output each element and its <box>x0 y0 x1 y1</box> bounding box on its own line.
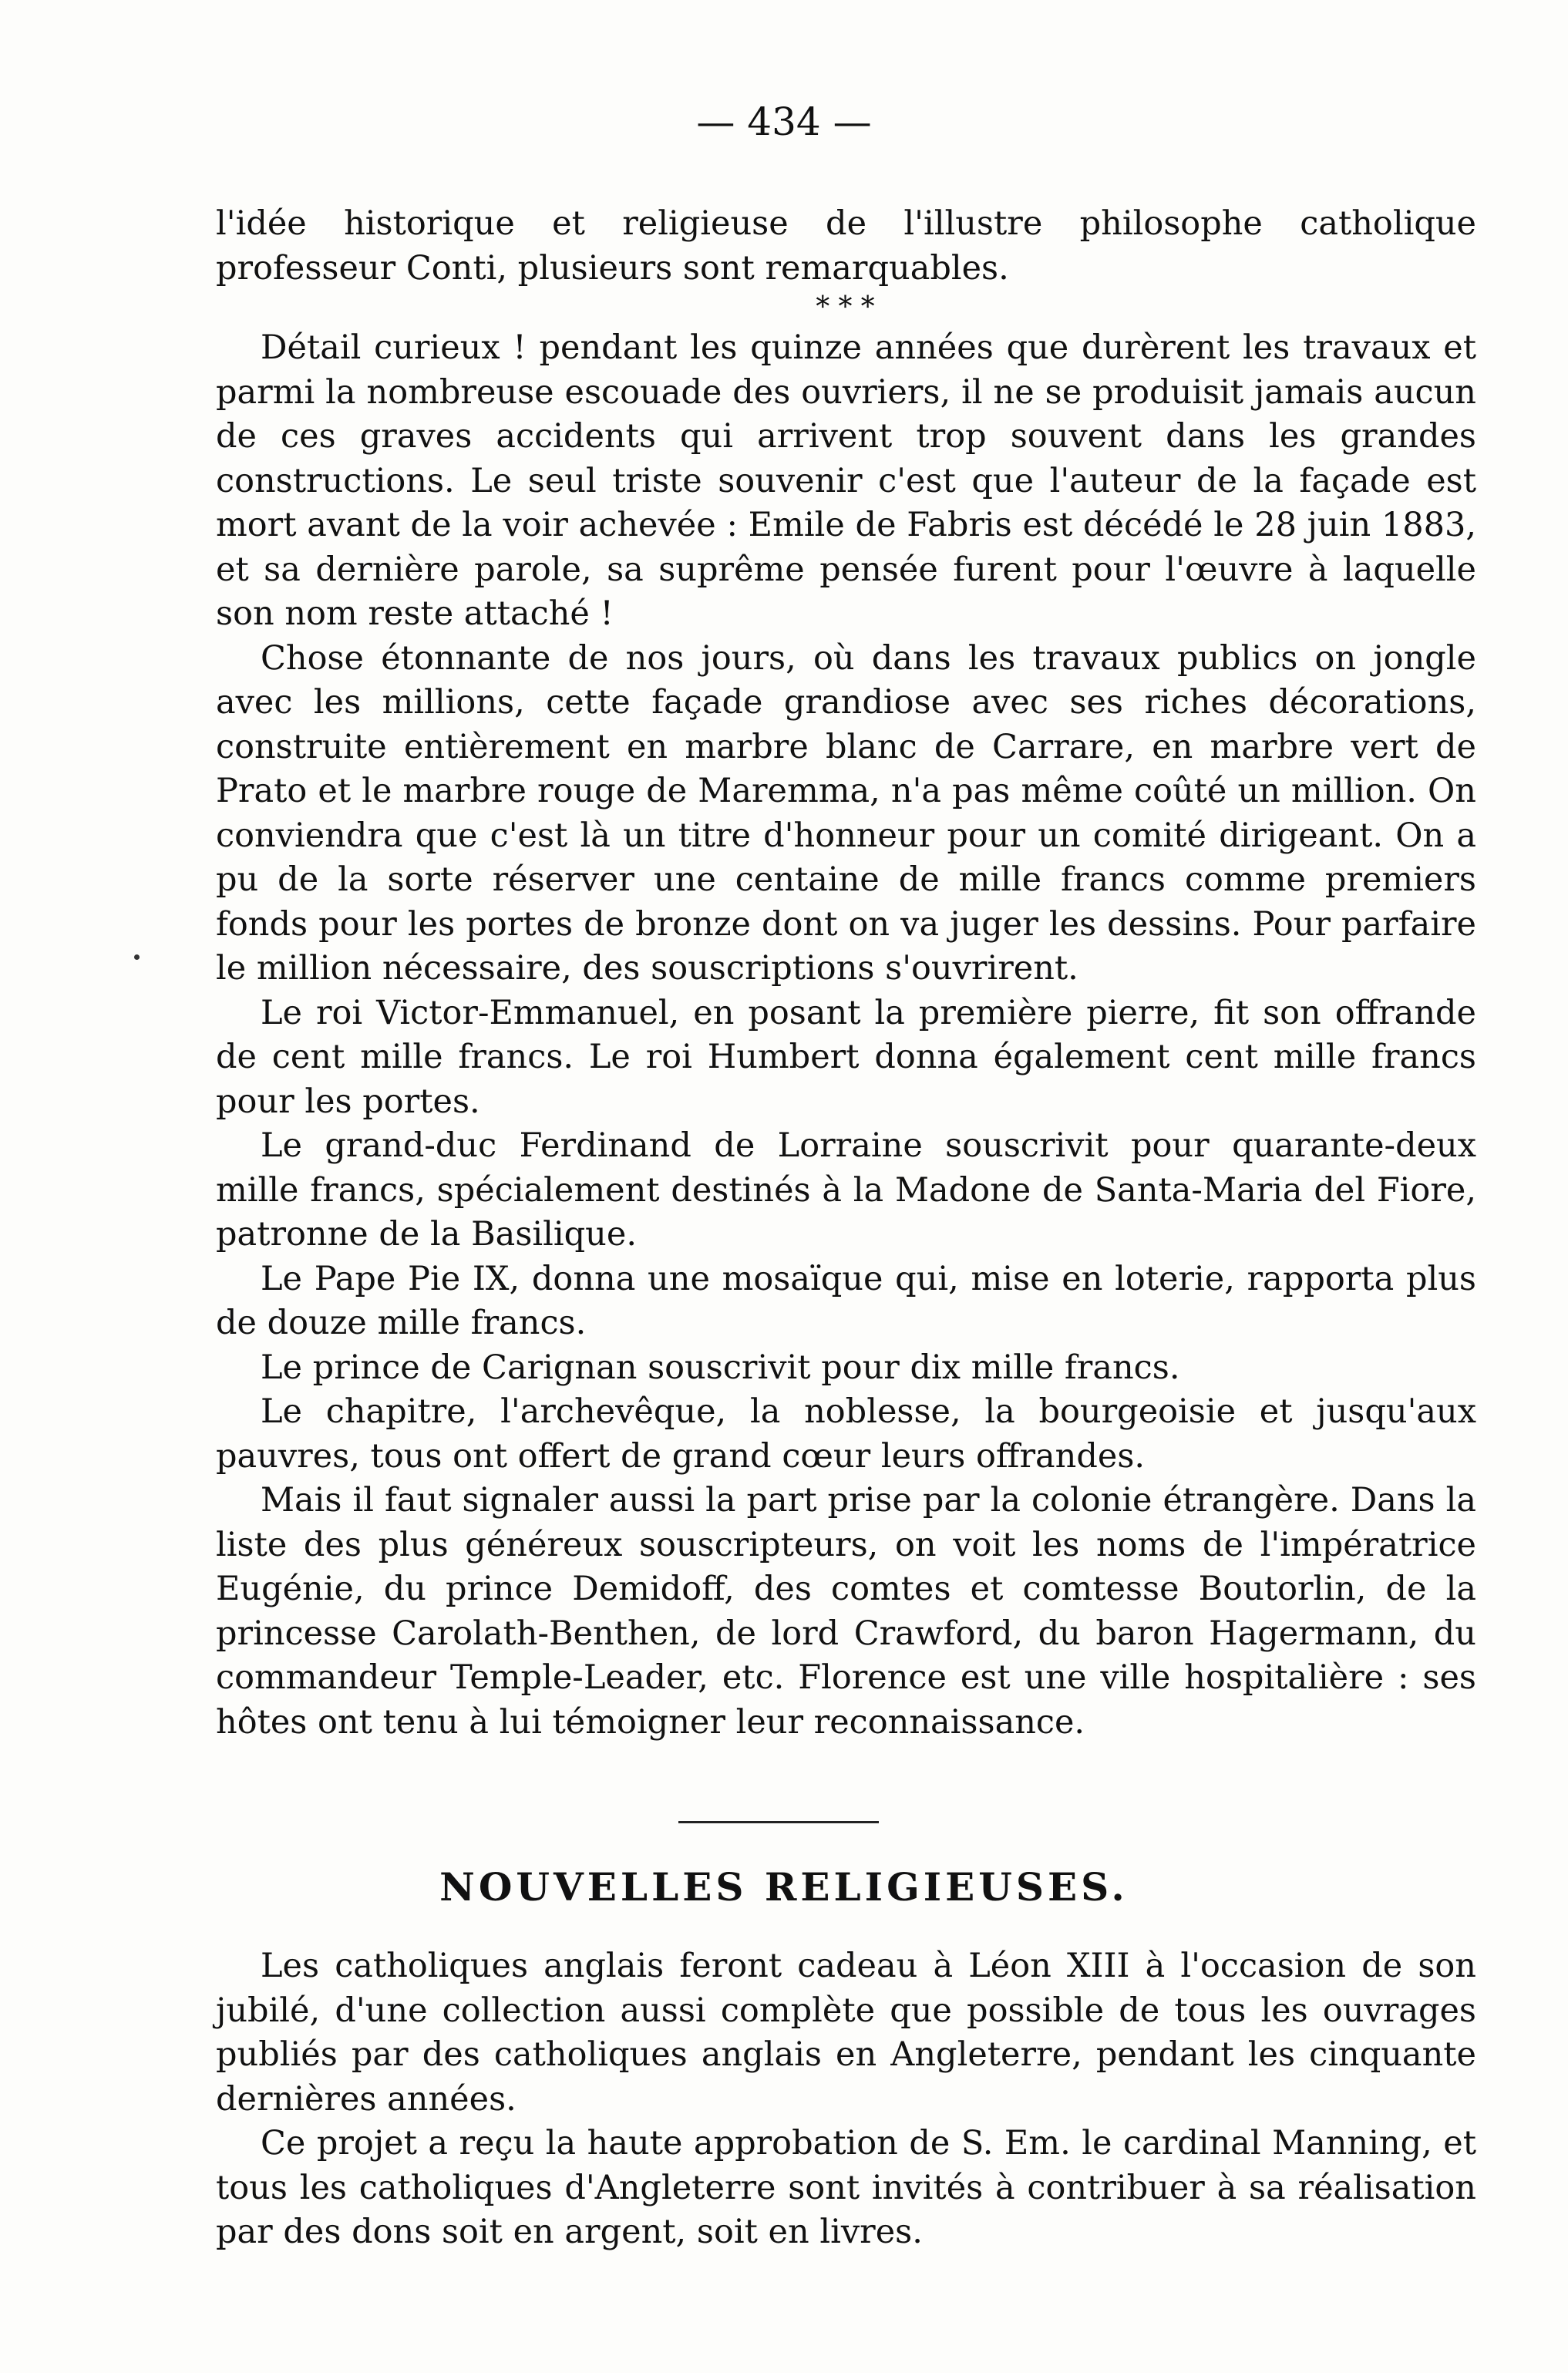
paragraph-prince-carignan: Le prince de Carignan souscrivit pour dix mille francs. <box>261 1348 1180 1387</box>
paragraph-grand-duc: Le grand-duc Ferdinand de Lorraine souscrivit pour quarante-deux mille francs, spécialement destinés à la Madone de Santa-Maria del Fiore, patronne de la Basilique. <box>216 1126 1476 1254</box>
section-heading: NOUVELLES RELIGIEUSES. <box>439 1864 1129 1910</box>
continuation-paragraph: l'idée historique et religieuse de l'illustre philosophe catholique professeur Conti, plusieurs sont remarquables. <box>216 204 1476 288</box>
asterism-separator: * * * <box>816 291 877 323</box>
paragraph-pape-pie: Le Pape Pie IX, donna une mosaïque qui, mise en loterie, rapporta plus de douze mille francs. <box>216 1259 1476 1342</box>
paragraph-victor-emmanuel: Le roi Victor-Emmanuel, en posant la première pierre, fit son offrande de cent mille francs. Le roi Humbert donna également cent mille francs pour les portes. <box>216 993 1476 1121</box>
section-text <box>216 1944 1476 2255</box>
paragraph-chose-etonnante: Chose étonnante de nos jours, où dans les travaux publics on jongle avec les millions, cette façade grandiose avec ses riches décorations, construite entièrement en marbre blanc de Carrare, en marbre vert de Prato et le marbre rouge de Maremma, n'a pas même coûté un million. On conviendra que c'est là un titre d'honneur pour un comité dirigeant. On a pu de la sorte réserver une centaine de mille francs comme premiers fonds pour les portes de bronze dont on va juger les dessins. Pour parfaire le million nécessaire, des souscriptions s'ouvrirent. <box>216 638 1476 988</box>
paragraph-chapitre: Le chapitre, l'archevêque, la noblesse, la bourgeoisie et jusqu'aux pauvres, tous ont offert de grand cœur leurs offrandes. <box>216 1392 1476 1476</box>
paragraph-cardinal-manning: Ce projet a reçu la haute approbation de S. Em. le cardinal Manning, et tous les catholiques d'Angleterre sont invités à contribuer à sa réalisation par des dons soit en argent, soit en livres. <box>216 2124 1476 2251</box>
section-rule <box>678 1821 879 1823</box>
paragraph-detail-curieux: Détail curieux ! pendant les quinze années que durèrent les travaux et parmi la nombreuse escouade des ouvriers, il ne se produisit jamais aucun de ces graves accidents qui arrivent trop souvent dans les grandes constructions. Le seul triste souvenir c'est que l'auteur de la façade est mort avant de la voir achevée : Emile de Fabris est décédé le 28 juin 1883, et sa dernière parole, sa suprême pensée furent pour l'œuvre à laquelle son nom reste attaché ! <box>216 328 1476 633</box>
paragraph-colonie-etrangere: Mais il faut signaler aussi la part prise par la colonie étrangère. Dans la liste des plus généreux souscripteurs, on voit les noms de l'impératrice Eugénie, du prince Demidoff, des comtes et comtesse Boutorlin, de la princesse Carolath-Benthen, de lord Crawford, du baron Hagermann, du commandeur Temple-Leader, etc. Florence est une ville hospitalière : ses hôtes ont tenu à lui témoigner leur reconnaissance. <box>216 1481 1476 1742</box>
page-number: — 434 — <box>696 99 872 144</box>
margin-speck <box>134 954 140 960</box>
main-text <box>216 202 1476 1745</box>
paragraph-catholiques-anglais: Les catholiques anglais feront cadeau à Léon XIII à l'occasion de son jubilé, d'une collection aussi complète que possible de tous les ouvrages publiés par des catholiques anglais en Angleterre, pendant les cinquante dernières années. <box>216 1947 1476 2119</box>
